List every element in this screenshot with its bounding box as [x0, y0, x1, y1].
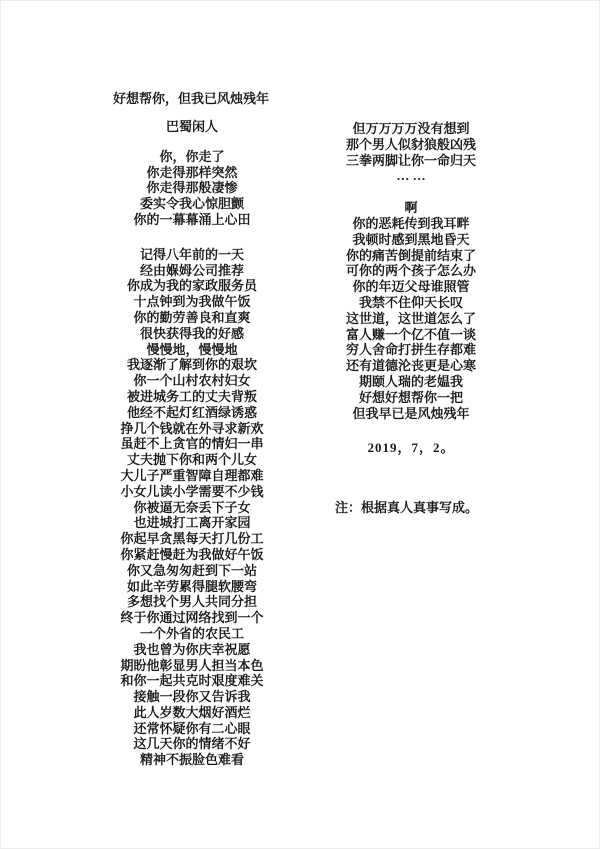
poem-stanza-right-1: [329, 121, 493, 184]
poem-line: 还有道德沦丧更是心寒: [345, 358, 476, 374]
poem-line: 丈夫抛下你和两个儿女: [126, 452, 257, 468]
poem-line: 记得八年前的一天: [139, 246, 244, 262]
poem-line: 你走得那般凄惨: [146, 180, 238, 196]
poem-line: 他经不起灯红酒绿诱惑: [126, 404, 257, 420]
poem-line: 被进城务工的丈夫背叛: [126, 388, 257, 404]
poem-line: 你紧赶慢赶为我做好午饭: [120, 546, 264, 562]
poem-line: 多想找个男人共同分担: [126, 594, 257, 610]
poem-line: 我也曾为你庆幸祝愿: [133, 641, 251, 657]
poem-date: 2019，7，2。: [367, 440, 455, 456]
poem-line: 你走得那样突然: [146, 164, 238, 180]
poem-line: 虽赶不上贪官的情妇一串: [120, 436, 264, 452]
poem-line: 和你一起共克时艰度难关: [120, 673, 264, 689]
poem-line: 你的年迈父母谁照管: [352, 279, 470, 295]
poem-line: 但我早已是风烛残年: [352, 405, 470, 421]
poem-stanza-left-1: [56, 149, 328, 228]
poem-line: 小女儿读小学需要不少钱: [120, 483, 264, 499]
poem-line: 期颐人瑞的老媪我: [358, 373, 463, 389]
poem-column-right: [329, 121, 493, 516]
poem-line: 你的恶耗传到我耳畔: [352, 215, 470, 231]
poem-line: 精神不振脸色难看: [139, 752, 244, 768]
poem-line: 十点钟到为我做午饭: [133, 294, 251, 310]
poem-column-left: [56, 119, 328, 768]
poem-author: 巴蜀闲人: [165, 119, 218, 134]
poem-line: 但万万万万没有想到: [352, 121, 470, 136]
poem-line: 终于你通过网络找到一个: [120, 610, 264, 626]
poem-stanza-right-2: [329, 216, 493, 421]
poem-line: 挣几个钱就在外寻求新欢: [120, 420, 264, 436]
poem-interjection: 啊: [404, 200, 418, 216]
poem-line: 我禁不住仰天长叹: [358, 294, 463, 310]
poem-line: 很快获得我的好感: [139, 325, 244, 341]
poem-line: 你的勤劳善良和直爽: [133, 309, 251, 325]
poem-line: 你起早贪黑每天打几份工: [120, 531, 264, 547]
poem-line: 穷人舍命打拼生存都难: [345, 342, 476, 358]
poem-line: 一个外省的农民工: [139, 625, 244, 641]
poem-line: 还常怀疑你有二心眼: [133, 720, 251, 736]
poem-line: 你的痛苦倒提前结束了: [345, 247, 476, 263]
poem-line: 你的一幕幕涌上心田: [133, 211, 251, 227]
poem-note: 注：根据真人真事写成。: [335, 500, 479, 516]
poem-line: 你，你走了: [159, 148, 225, 164]
poem-line: 如此辛劳累得腿软腰弯: [126, 578, 257, 594]
poem-line: 我逐渐了解到你的艰坎: [126, 357, 257, 373]
poem-stanza-left-2: [56, 247, 328, 768]
poem-line: 此人岁数大烟好酒烂: [133, 704, 251, 720]
poem-line: 好想好想帮你一把: [358, 389, 463, 405]
poem-line: 大儿子严重智障自理都难: [120, 467, 264, 483]
poem-line: 委实令我心惊胆颤: [139, 196, 244, 212]
poem-line: 可你的两个孩子怎么办: [345, 263, 476, 279]
poem-line: 期盼他彰显男人担当本色: [120, 657, 264, 673]
poem-line: 你被逼无奈丢下子女: [133, 499, 251, 515]
poem-line: 富人赚一个亿不值一谈: [345, 326, 476, 342]
poem-line: 这世道，这世道怎么了: [345, 310, 476, 326]
poem-line: 经由媬姆公司推荐: [139, 262, 244, 278]
poem-line: … …: [396, 168, 426, 184]
poem-line: 你成为我的家政服务员: [126, 278, 257, 294]
poem-line: 慢慢地，慢慢地: [146, 341, 238, 357]
poem-line: 你一个山村农村妇女: [133, 373, 251, 389]
poem-line: 三拳两脚让你一命归天: [345, 152, 476, 168]
poem-line: 接触一段你又告诉我: [133, 689, 251, 705]
poem-line: 那个男人似豺狼般凶残: [345, 136, 476, 152]
poem-line: 你又急匆匆赶到下一站: [126, 562, 257, 578]
poem-line: 也进城打工离开家园: [133, 515, 251, 531]
poem-line: 这几天你的情绪不好: [133, 736, 251, 752]
page-title: 好想帮你，但我已风烛残年: [113, 91, 270, 106]
poem-line: 我顿时感到黑地昏天: [352, 231, 470, 247]
